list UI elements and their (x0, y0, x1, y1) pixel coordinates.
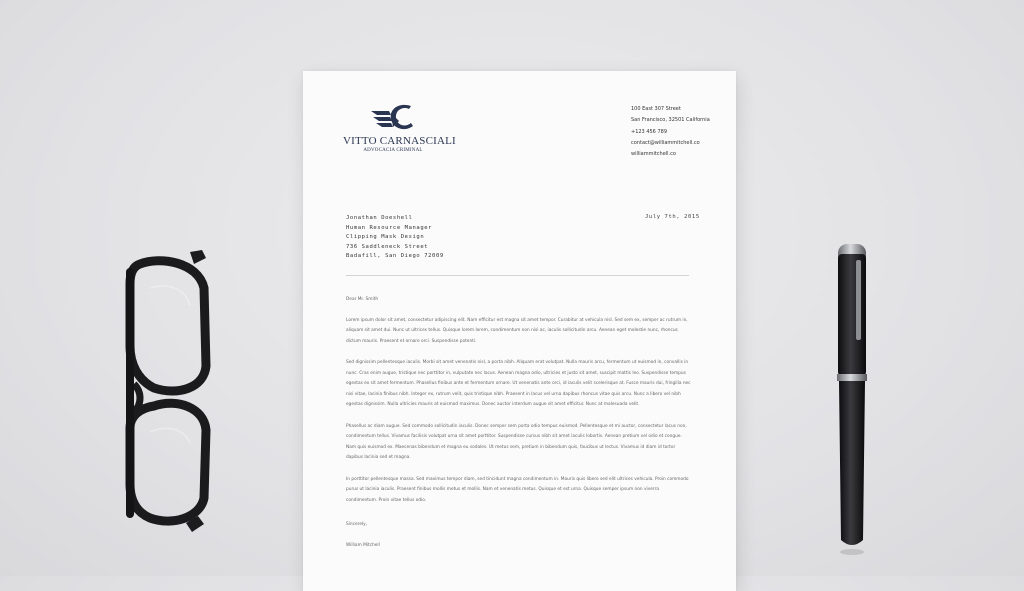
recipient-name: Jonathan Doeshell (346, 215, 413, 221)
recipient-title: Human Resource Manager (346, 224, 433, 231)
closing: Sincerely, (346, 522, 368, 528)
signature: William Mitchell (346, 542, 380, 548)
recipient-company: Clipping Mask Design (346, 234, 425, 241)
paragraph: Sed dignissim pellentesque iaculis. Morbi sit amet venenatis nisl, a porta nibh. Aliquam erat volutpat. Nulla mauris arcu, fermentum ut euismod in, convallis in nunc. Cras enim augue, tristique nec porttitor in, vulputate nec lacus. Aenean magna odio, ultricies et justo sit amet, suscipit mattis leo. Suspendisse tempus egestas ex sit amet fermentum. Phasellus finibus ante et fermentum ornare. Ut venenatis ante orci, id iaculis velit scelerisque at. Fusce mauris dui, fringilla nec nisi vitae, lacinia finibus nibh. Integer ex, rutrum velit, quis tristique nibh. Praesent in lacus vel urna dapibus rhoncus vitae quis arcu. Nunc a libero vel nibh egestas dignissim. Nulla ultricies mauris at euismod maximus. Donec auctor interdum augue sit amet efficitur. Nunc at malesuada velit. (346, 359, 691, 408)
eagle-c-logo-icon (369, 101, 417, 133)
company-name: VITTO CARNASCIALI (343, 135, 456, 147)
recipient-block (346, 214, 444, 262)
recipient-street: 736 Saddleneck Street (346, 243, 429, 250)
paragraph: Phasellus ac diam augue. Sed commodo sollicitudin iaculis. Donec semper sem porta odio tempus euismod. Pellentesque et mi auctor, consectetur lacus non, condimentum tellus. Vivamus facilisis volutpat urna sit amet porttitor. Suspendisse cursus nibh sit amet iaculis lobortis. Aenean pretium vel odio et congue. Nam quis euismod ex. Maecenas bibendum et magna eu sodales. Ut metus sem, pretium in bibendum quis, faucibus ut lectus. Vivamus id diam id tortor dapibus lacinia sed et magna. (346, 423, 687, 461)
website: williammitchell.co (631, 151, 676, 158)
letterhead-paper (303, 71, 736, 591)
address-line-1: 100 East 307 Street (631, 106, 681, 112)
eyeglasses (120, 248, 220, 538)
email-address: contact@williammitchell.co (631, 139, 700, 146)
contact-block (631, 104, 710, 160)
letter-body (346, 295, 691, 551)
fountain-pen (832, 240, 872, 555)
paragraph: In porttitor pellentesque massa. Sed maximus tempor diam, sed tincidunt magna condimentum in. Mauris quis libero sed elit ultrices vehicula. Proin commodo purus ut lacinia iaculis. Praesent finibus mollis metus et mollis. Nam et venenatis metus. Quisque et est urna. Quisque semper ipsum non viverra condimentum. Proin vitae tellus odio. (346, 476, 689, 503)
phone-number: +123 456 789 (631, 128, 667, 135)
salutation: Dear Mr. Smith (346, 297, 379, 302)
paragraph: Lorem ipsum dolor sit amet, consectetur adipiscing elit. Nam efficitur est magna sit amet tempor. Curabitur at vehicula nisl. Sed sem ex, semper ac rutrum in, aliquam sit amet dui. Nunc ut ultrices tellus. Quisque lorem lorem, condimentum non nisi ac, iaculis sollicitudin arcu. Aenean eget molestie nunc, rhoncus dictum mauris. Praesent et ornare orci. Suspendisse potenti. (346, 317, 688, 344)
address-line-2: San Francisco, 32501 California (631, 117, 710, 124)
company-logo (343, 101, 456, 153)
divider (346, 275, 689, 276)
recipient-city: Badafill, San Diego 72009 (346, 253, 444, 260)
letter-date: July 7th, 2015 (645, 214, 700, 220)
company-tagline: ADVOCACIA CRIMINAL (363, 148, 423, 153)
